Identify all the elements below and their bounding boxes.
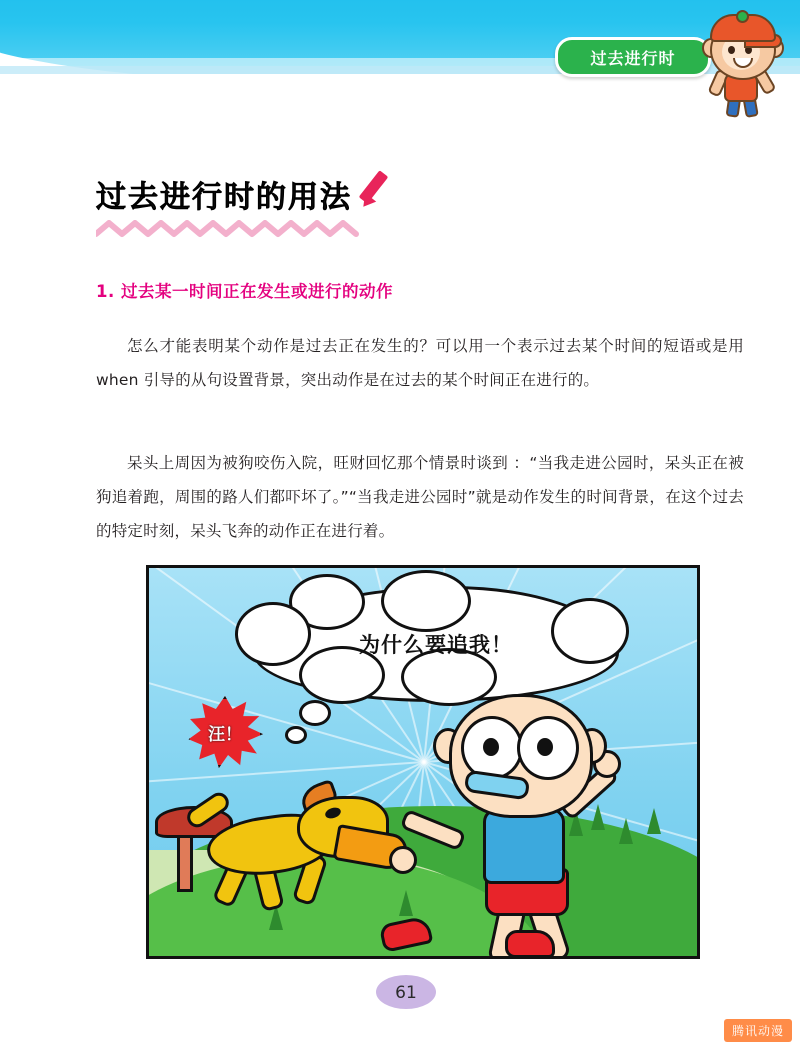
boy-shoe-right: [505, 930, 555, 958]
boy-hand-left: [389, 846, 417, 874]
watermark: 腾讯动漫: [724, 1019, 792, 1042]
title-underline-zigzag: [96, 220, 366, 240]
pencil-icon: [358, 166, 404, 212]
bark-sound-effect: [187, 696, 263, 768]
stool-leg: [177, 830, 193, 892]
page-header: [0, 0, 800, 120]
speech-bubble-tail-small: [285, 726, 307, 744]
speech-bubble-lobe: [381, 570, 471, 632]
speech-bubble-lobe: [235, 602, 311, 666]
speech-bubble-lobe: [551, 598, 629, 664]
paragraph-2: 呆头上周因为被狗咬伤入院，旺财回忆那个情景时谈到 ：“当我走进公园时，呆头正在被狗追着跑，周围的路人们都吓坏了。”“当我走进公园时”就是动作发生的时间背景，在这个过去的特定时刻，呆头飞奔的动作正在进行着。: [96, 453, 744, 540]
chapter-tab: [555, 37, 711, 77]
mascot-eye-left: [728, 46, 735, 54]
grass-tuft: [399, 890, 413, 916]
speech-bubble-tail-large: [299, 700, 331, 726]
header-wave-3: [0, 74, 800, 120]
chapter-tab-label: 过去进行时: [590, 48, 676, 68]
subheading: 1. 过去某一时间正在发生或进行的动作: [96, 282, 393, 301]
boy-pupil-right: [537, 738, 553, 756]
comic-panel: [146, 565, 700, 959]
grass-tuft: [619, 818, 633, 844]
page-title: 过去进行时的用法: [96, 180, 352, 215]
page-number: 61: [395, 983, 417, 1003]
speech-bubble-text: 为什么要追我！: [359, 633, 513, 657]
grass-tuft: [647, 808, 661, 834]
mascot-cap-button: [736, 10, 749, 23]
boy-shirt: [483, 808, 565, 884]
paragraph-1: 怎么才能表明某个动作是过去正在发生的？可以用一个表示过去某个时间的短语或是用 when 引导的从句设置背景，突出动作是在过去的某个时间正在进行的。: [96, 336, 744, 389]
monkey-mascot: [700, 10, 784, 114]
grass-tuft: [591, 804, 605, 830]
bark-text: 汪！: [208, 724, 242, 745]
boy-pupil-left: [483, 738, 499, 756]
section-title-block: [96, 172, 426, 242]
